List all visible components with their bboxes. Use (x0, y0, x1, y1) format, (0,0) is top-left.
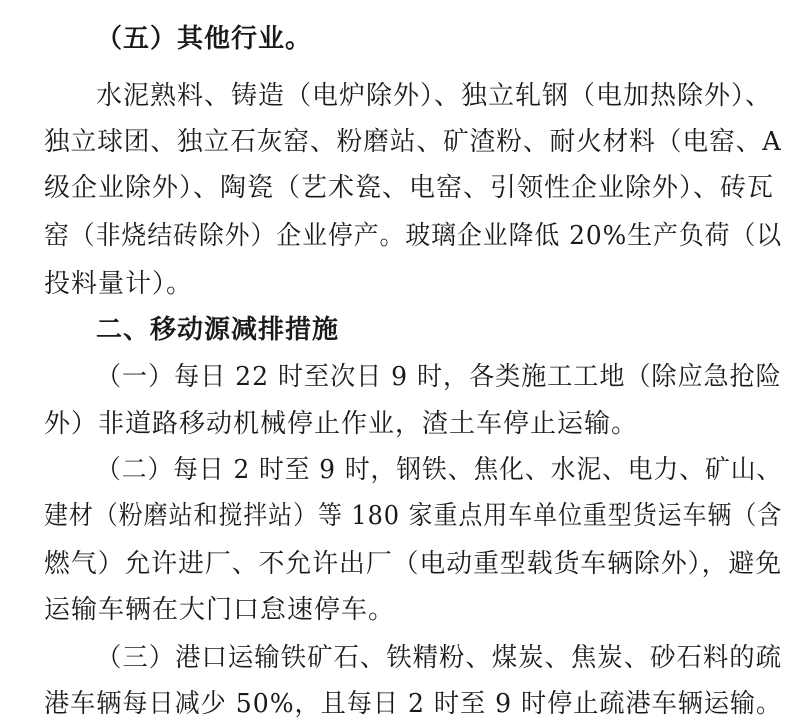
section-two-heading: 二、移动源减排措施 (96, 315, 340, 345)
paragraph-line: 燃气）允许进厂、不允许出厂（电动重型载货车辆除外），避免 (44, 549, 783, 579)
paragraph-line: 水泥熟料、铸造（电炉除外）、独立轧钢（电加热除外）、 (96, 81, 773, 111)
paragraph-line: 投料量计）。 (44, 269, 194, 299)
paragraph-line: 独立球团、独立石灰窑、粉磨站、矿渣粉、耐火材料（电窑、A (44, 127, 782, 157)
section-five-heading: （五）其他行业。 (96, 24, 313, 54)
paragraph-line: 级企业除外）、陶瓷（艺术瓷、电窑、引领性企业除外）、砖瓦 (44, 173, 775, 203)
paragraph-line: 外）非道路移动机械停止作业，渣土车停止运输。 (44, 409, 639, 439)
paragraph-line: 运输车辆在大门口怠速停车。 (44, 595, 396, 625)
paragraph-line: 港车辆每日减少 50%，且每日 2 时至 9 时停止疏港车辆运输。 (44, 689, 783, 719)
paragraph-line: （三）港口运输铁矿石、铁精粉、煤炭、焦炭、砂石料的疏 (96, 643, 783, 673)
paragraph-line: 建材（粉磨站和搅拌站）等 180 家重点用车单位重型货运车辆（含 (44, 501, 783, 531)
paragraph-line: （一）每日 22 时至次日 9 时，各类施工工地（除应急抢险 (96, 362, 782, 392)
paragraph-line: 窑（非烧结砖除外）企业停产。玻璃企业降低 20%生产负荷（以 (44, 221, 783, 251)
paragraph-line: （二）每日 2 时至 9 时，钢铁、焦化、水泥、电力、矿山、 (96, 455, 783, 485)
